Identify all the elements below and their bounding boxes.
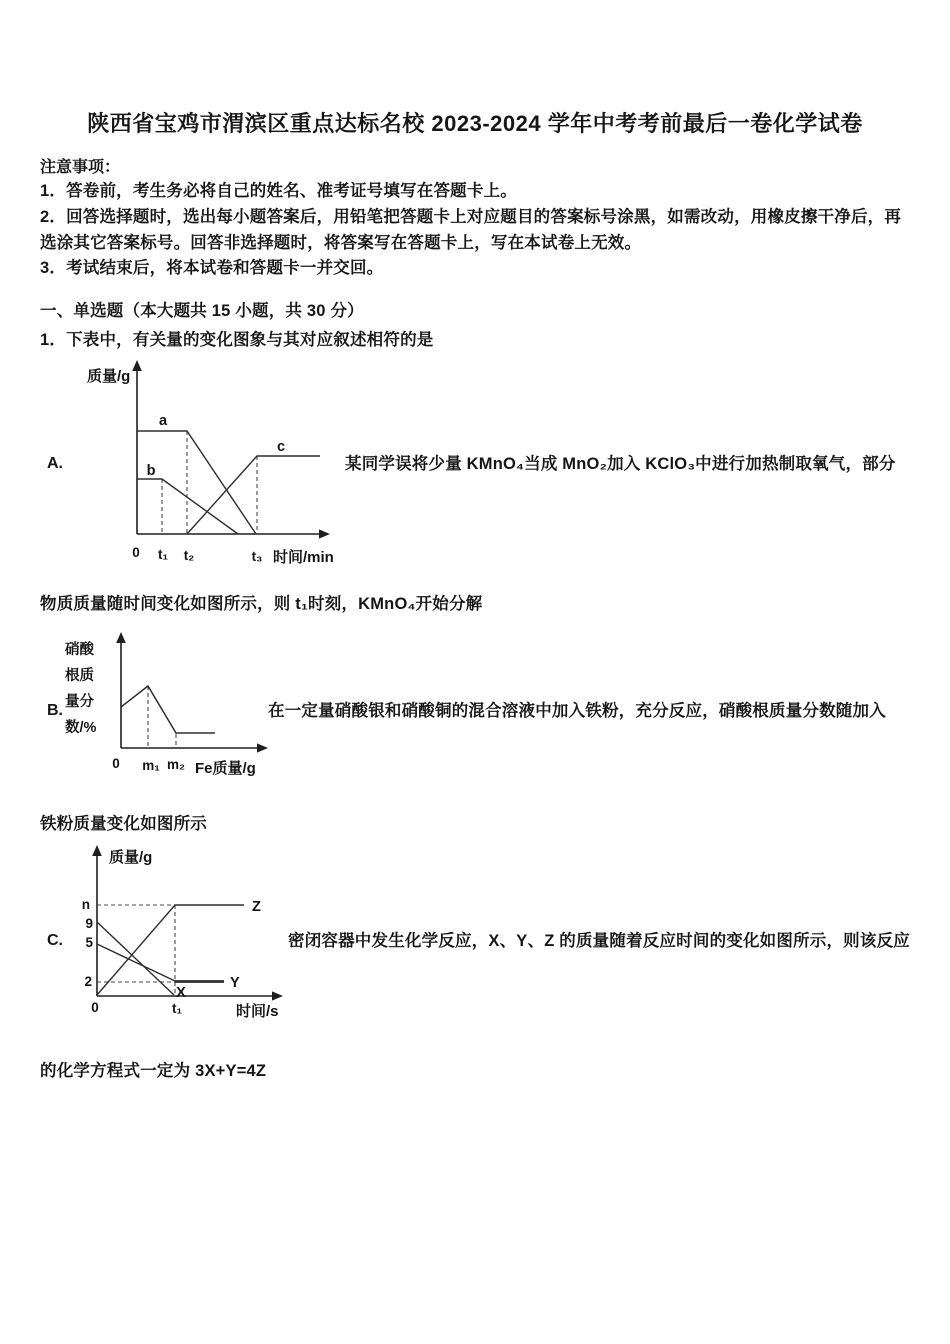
section-heading: 一、单选题（本大题共 15 小题，共 30 分） xyxy=(40,302,364,320)
chart-b-axes xyxy=(121,640,259,748)
question-1-stem: 1．下表中，有关量的变化图象与其对应叙述相符的是 xyxy=(40,331,434,349)
option-a-label: A. xyxy=(47,455,63,472)
chart-c-axes xyxy=(97,853,274,996)
chart-c-xlabel: 时间/s xyxy=(236,1003,279,1020)
chart-b-tick-m2: m₂ xyxy=(166,757,186,772)
chart-b-y-arrow-icon xyxy=(116,632,126,643)
series-nitrate-line xyxy=(121,686,215,733)
chart-c-ytick-2: 2 xyxy=(84,974,92,989)
chart-c-tick-0: 0 xyxy=(91,1000,99,1015)
option-c-label: C. xyxy=(47,932,63,949)
chart-c-tick-t1: t₁ xyxy=(171,1001,183,1016)
chart-c-y-arrow-icon xyxy=(92,845,102,856)
chart-b-tick-0: 0 xyxy=(112,756,120,771)
chart-b-xlabel: Fe质量/g xyxy=(195,760,256,777)
page-title: 陕西省宝鸡市渭滨区重点达标名校 2023-2024 学年中考考前最后一卷化学试卷 xyxy=(87,111,863,136)
chart-b-guides xyxy=(148,686,176,748)
chart-a-tick-t2: t₂ xyxy=(183,548,195,563)
chart-a-xlabel: 时间/min xyxy=(273,549,334,566)
chart-c-ytick-n: n xyxy=(81,897,90,912)
chart-a-ylabel: 质量/g xyxy=(87,368,131,385)
option-c-text: 密闭容器中发生化学反应，X、Y、Z 的质量随着反应时间的变化如图所示，则该反应 xyxy=(288,932,910,950)
chart-b-x-arrow-icon xyxy=(257,743,268,752)
chart-a-guides xyxy=(162,431,257,534)
chart-a-x-arrow-icon xyxy=(319,529,330,538)
chart-a xyxy=(75,359,355,577)
chart-c xyxy=(76,845,321,1027)
chart-c-ylabel: 质量/g xyxy=(109,849,153,866)
chart-b-ylabel-line1: 硝酸 xyxy=(65,642,94,658)
option-c-text-continued: 的化学方程式一定为 3X+Y=4Z xyxy=(40,1062,267,1080)
series-x-label: X xyxy=(176,985,186,1001)
option-b-label: B. xyxy=(47,702,63,719)
option-b-text-continued: 铁粉质量变化如图所示 xyxy=(40,815,207,833)
option-b-text: 在一定量硝酸银和硝酸铜的混合溶液中加入铁粉，充分反应，硝酸根质量分数随加入 xyxy=(268,702,886,720)
series-y-label: Y xyxy=(230,975,240,991)
series-c-line xyxy=(187,456,320,534)
chart-a-axes xyxy=(137,368,321,534)
chart-a-tick-0: 0 xyxy=(132,545,140,560)
option-a-text-continued: 物质质量随时间变化如图所示，则 t₁时刻，KMnO₄开始分解 xyxy=(40,595,483,613)
chart-a-tick-t1: t₁ xyxy=(157,547,169,562)
chart-c-ytick-5: 5 xyxy=(85,935,93,950)
chart-b-series xyxy=(121,686,215,733)
chart-c-x-arrow-icon xyxy=(272,991,283,1000)
notice-item-2: 2．回答选择题时，选出每小题答案后，用铅笔把答题卡上对应题目的答案标号涂黑，如需改动，用橡皮擦干净后，再选涂其它答案标号。回答非选择题时，将答案写在答题卡上，写在本试卷上无效。 xyxy=(40,208,902,252)
series-c-label: c xyxy=(276,439,286,455)
chart-c-ytick-9: 9 xyxy=(85,916,93,931)
notice-item-1: 1．答卷前，考生务必将自己的姓名、准考证号填写在答题卡上。 xyxy=(40,182,517,200)
notice-item-3: 3．考试结束后，将本试卷和答题卡一并交回。 xyxy=(40,259,384,277)
series-a-label: a xyxy=(158,413,168,429)
option-a-text: 某同学误将少量 KMnO₄当成 MnO₂加入 KClO₃中进行加热制取氧气，部分 xyxy=(345,455,896,473)
chart-b-ylabel-line3: 量分 xyxy=(65,694,94,710)
chart-b xyxy=(57,631,287,789)
series-z-label: Z xyxy=(252,899,261,915)
chart-a-tick-t3: t₃ xyxy=(251,549,263,564)
series-a-line xyxy=(137,431,256,534)
chart-b-ylabel-line4: 数/% xyxy=(65,720,97,736)
series-x-line xyxy=(97,922,174,995)
series-b-label: b xyxy=(146,463,156,479)
chart-a-y-arrow-icon xyxy=(132,360,142,371)
chart-a-series xyxy=(137,431,320,534)
chart-b-tick-m1: m₁ xyxy=(142,758,160,773)
chart-b-ylabel-line2: 根质 xyxy=(65,668,94,684)
notice-heading: 注意事项： xyxy=(40,159,121,176)
